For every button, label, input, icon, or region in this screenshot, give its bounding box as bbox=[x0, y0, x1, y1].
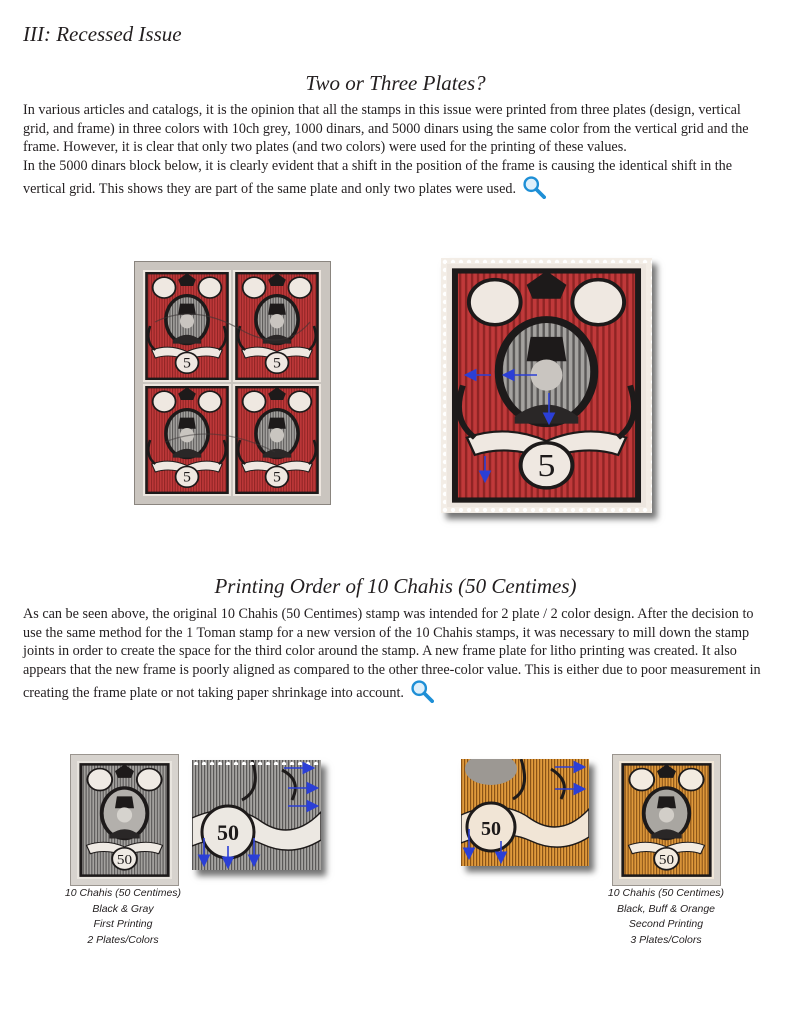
heading-printing-order: Printing Order of 10 Chahis (50 Centimes) bbox=[214, 574, 577, 598]
printing-order-paragraph-text-wrap bbox=[23, 605, 768, 709]
stamp-first-printing[interactable] bbox=[70, 754, 179, 886]
stamp-value-text: 5 bbox=[273, 356, 281, 372]
detail-first-printing[interactable] bbox=[192, 760, 321, 870]
detail-value-text: 50 bbox=[217, 820, 239, 845]
stamp-enlarged[interactable] bbox=[441, 258, 652, 513]
stamp-value-text: 5 bbox=[183, 470, 191, 486]
detail-second-printing-image bbox=[461, 759, 589, 866]
intro-paragraph-2 bbox=[23, 157, 768, 205]
intro-paragraph bbox=[23, 101, 768, 205]
detail-second-printing[interactable] bbox=[461, 759, 589, 866]
caption-line: 2 Plates/Colors bbox=[87, 933, 159, 946]
intro-paragraph-1: In various articles and catalogs, it is the opinion that all the stamps in this issue were printed from three plates (design, vertical grid, and frame) in three colors with 10ch grey, 1000 dinars, and 5000 dinars using the same color from the vertical grid and the frame. However, it is clear that only two plates (and two colors) were used for the printing of these values. bbox=[23, 102, 749, 156]
caption-line: 3 Plates/Colors bbox=[630, 933, 702, 946]
stamp-value-text: 5 bbox=[273, 470, 281, 486]
detail-first-printing-image bbox=[192, 760, 321, 870]
stamp-value-text: 50 bbox=[116, 852, 133, 868]
caption-line: First Printing bbox=[93, 918, 153, 930]
stamp-block-image bbox=[135, 262, 330, 504]
section-title: III: Recessed Issue bbox=[23, 22, 182, 46]
caption-first-printing bbox=[43, 886, 203, 948]
caption-line: Black & Gray bbox=[92, 902, 154, 915]
caption-line: Second Printing bbox=[628, 918, 704, 930]
printing-order-paragraph-text: As can be seen above, the original 10 Chahis (50 Centimes) stamp was intended for 2 plate / 2 color design. After the decision to use the same method for the 1 Toman stamp for a new version of the 10 Chahis stamps, it was necessary to mill down the stamp joints in order to create the space for the third color around the stamp. A new frame plate for litho printing was created. It also appears that the new frame is poorly aligned as compared to the other three-color value. This is either due to poor measurement in creating the frame plate or not taking paper shrinkage into account. bbox=[23, 606, 761, 702]
caption-line: 10 Chahis (50 Centimes) bbox=[607, 887, 725, 899]
stamp-enlarged-image bbox=[441, 258, 652, 513]
stamp-value-text: 5 bbox=[183, 356, 191, 372]
stamp-second-printing[interactable] bbox=[612, 754, 721, 886]
intro-paragraph-2-text: In the 5000 dinars block below, it is clearly evident that a shift in the position of the frame is causing the identical shift in the vertical grid. This shows they are part of the same plate and only two plates were used. bbox=[23, 157, 733, 198]
magnifier-icon[interactable] bbox=[522, 175, 546, 205]
heading-two-or-three-plates: Two or Three Plates? bbox=[305, 71, 486, 95]
caption-second-printing bbox=[586, 886, 746, 948]
caption-line: 10 Chahis (50 Centimes) bbox=[64, 887, 182, 899]
detail-value-text: 50 bbox=[481, 818, 501, 840]
stamp-block-of-four[interactable] bbox=[134, 261, 331, 505]
stamp-first-printing-image bbox=[71, 755, 178, 885]
magnifier-icon[interactable] bbox=[410, 679, 434, 709]
stamp-second-printing-image bbox=[613, 755, 720, 885]
stamp-value-text: 50 bbox=[658, 852, 675, 868]
caption-line: Black, Buff & Orange bbox=[616, 902, 716, 915]
printing-order-paragraph bbox=[23, 605, 768, 709]
stamp-value-text: 5 bbox=[537, 448, 556, 484]
